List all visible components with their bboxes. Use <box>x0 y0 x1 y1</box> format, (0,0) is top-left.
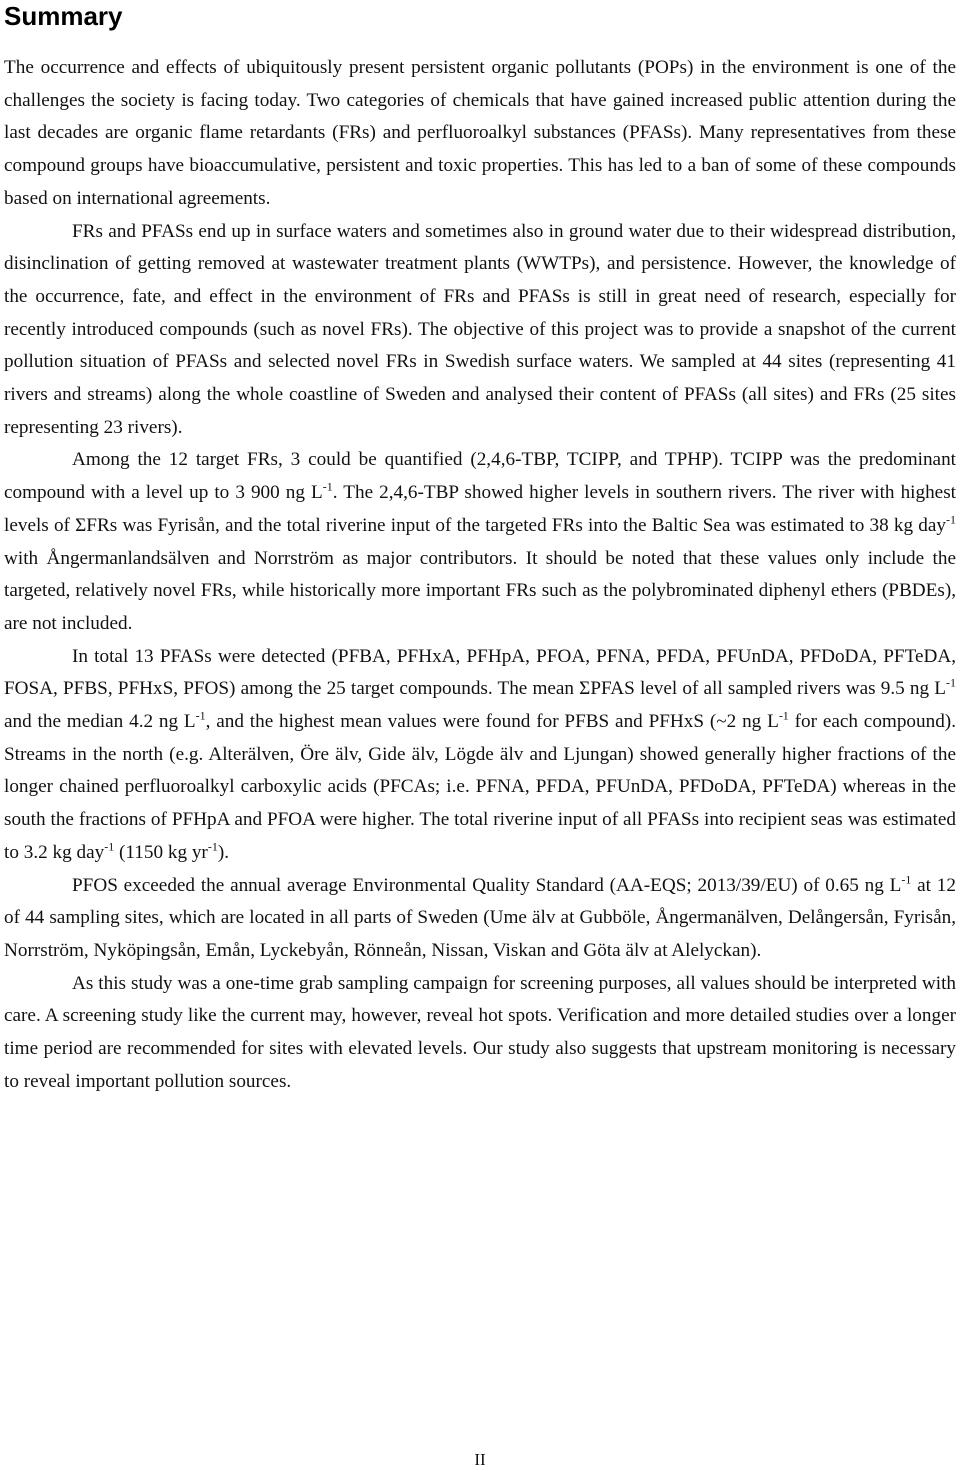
superscript: -1 <box>322 479 333 494</box>
text-run: ). <box>217 841 230 863</box>
superscript: -1 <box>901 872 912 887</box>
text-run: PFOS exceeded the annual average Environmental Quality Standard (AA-EQS; 2013/39/EU) of 0.65 ng L <box>72 874 902 896</box>
text-run: . The 2,4,6-TBP showed higher levels in southern rivers. The river with highest levels of ΣFRs was Fyrisån, and the total riverine input of the targeted FRs into the Baltic Sea was estimated to 38 kg day <box>4 482 956 536</box>
text-run: , and the highest mean values were found for PFBS and PFHxS (~2 ng L <box>205 711 779 733</box>
summary-paragraph <box>4 216 956 445</box>
summary-paragraph <box>4 870 956 968</box>
superscript: -1 <box>778 708 789 723</box>
superscript: -1 <box>104 839 115 854</box>
summary-paragraph <box>4 641 956 870</box>
page-number: II <box>474 1450 486 1469</box>
page-title: Summary <box>4 1 123 31</box>
summary-paragraph <box>4 444 956 640</box>
text-run: In total 13 PFASs were detected (PFBA, PFHxA, PFHpA, PFOA, PFNA, PFDA, PFUnDA, PFDoDA, PFTeDA, FOSA, PFBS, PFHxS, PFOS) among the 25 target compounds. The mean ΣPFAS level of all sampled rivers was 9.5 ng L <box>4 645 956 700</box>
superscript: -1 <box>946 512 956 527</box>
superscript: -1 <box>207 839 218 854</box>
summary-body <box>4 52 956 1099</box>
text-run: Among the 12 target FRs, 3 could be quantified (2,4,6-TBP, TCIPP, and TPHP). TCIPP was the predominant compound with a level up to 3 900 ng L <box>4 449 956 504</box>
text-run: FRs and PFASs end up in surface waters and sometimes also in ground water due to their widespread distribution, disinclination of getting removed at wastewater treatment plants (WWTPs), and persistence. However, the knowledge of the occurrence, fate, and effect in the environment of FRs and PFASs is still in great need of research, especially for recently introduced compounds (such as novel FRs). The objective of this project was to provide a snapshot of the current pollution situation of PFASs and selected novel FRs in Swedish surface waters. We sampled at 44 sites (representing 41 rivers and streams) along the whole coastline of Sweden and analysed their content of PFASs (all sites) and FRs (25 sites representing 23 rivers). <box>4 220 956 438</box>
text-run: The occurrence and effects of ubiquitously present persistent organic pollutants (POPs) in the environment is one of the challenges the society is facing today. Two categories of chemicals that have gained increased public attention during the last decades are organic flame retardants (FRs) and perfluoroalkyl substances (PFASs). Many representatives from these compound groups have bioaccumulative, persistent and toxic properties. This has led to a ban of some of these compounds based on international agreements. <box>4 57 956 209</box>
superscript: -1 <box>195 708 206 723</box>
text-run: at 12 of 44 sampling sites, which are located in all parts of Sweden (Ume älv at Gubböle, Ångermanälven, Delångersån, Fyrisån, Norrström, Nyköpingsån, Emån, Lyckebyån, Rönneån, Nissan, Viskan and Göta älv at Alelyckan). <box>4 874 956 961</box>
text-run: for each compound). Streams in the north (e.g. Alterälven, Öre älv, Gide älv, Lögde älv and Ljungan) showed generally higher fractions of the longer chained perfluoroalkyl carboxylic acids (PFCAs; i.e. PFNA, PFDA, PFUnDA, PFDoDA, PFTeDA) whereas in the south the fractions of PFHpA and PFOA were higher. The total riverine input of all PFASs into recipient seas was estimated to 3.2 kg day <box>4 711 956 863</box>
summary-paragraph <box>4 52 956 216</box>
text-run: and the median 4.2 ng L <box>4 711 196 733</box>
summary-paragraph <box>4 968 956 1099</box>
superscript: -1 <box>946 675 956 690</box>
text-run: with Ångermanlandsälven and Norrström as major contributors. It should be noted that these values only include the targeted, relatively novel FRs, while historically more important FRs such as the polybrominated diphenyl ethers (PBDEs), are not included. <box>4 547 956 634</box>
text-run: As this study was a one-time grab sampling campaign for screening purposes, all values should be interpreted with care. A screening study like the current may, however, reveal hot spots. Verification and more detailed studies over a longer time period are recommended for sites with elevated levels. Our study also suggests that upstream monitoring is necessary to reveal important pollution sources. <box>4 972 956 1092</box>
text-run: (1150 kg yr <box>114 841 208 863</box>
